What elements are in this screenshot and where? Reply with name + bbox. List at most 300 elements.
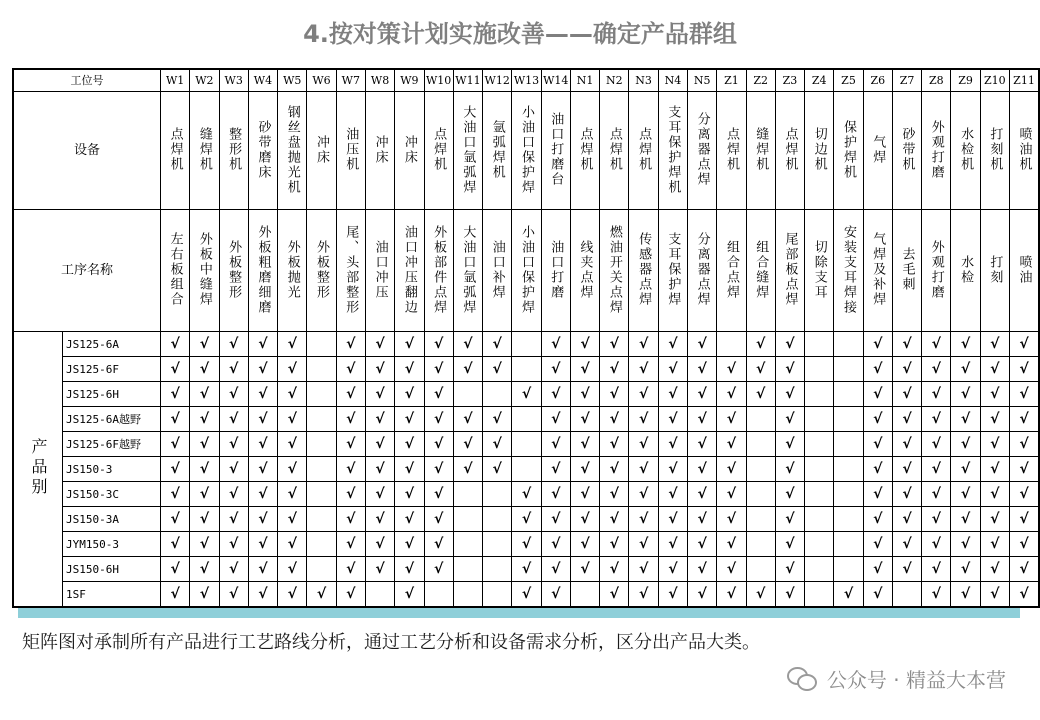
- check-cell: √: [248, 382, 277, 407]
- equipment-cell: [541, 92, 570, 210]
- process-header-label: 工序名称: [13, 210, 160, 332]
- check-cell: √: [512, 507, 541, 532]
- check-cell: √: [160, 357, 189, 382]
- check-cell: √: [688, 457, 717, 482]
- check-cell: √: [512, 557, 541, 582]
- check-cell: √: [863, 382, 892, 407]
- check-cell: √: [160, 582, 189, 608]
- check-cell: √: [395, 457, 424, 482]
- check-cell: √: [951, 457, 980, 482]
- check-cell: √: [541, 532, 570, 557]
- check-cell: √: [248, 407, 277, 432]
- station-code: W11: [453, 69, 482, 92]
- check-cell: √: [658, 557, 687, 582]
- equipment-cell: [570, 92, 599, 210]
- check-cell: √: [1009, 357, 1039, 382]
- check-cell: √: [1009, 407, 1039, 432]
- check-cell: √: [278, 532, 307, 557]
- check-cell: [834, 382, 863, 407]
- check-cell: [307, 457, 336, 482]
- equipment-cell: [629, 92, 658, 210]
- check-cell: √: [1009, 532, 1039, 557]
- check-cell: √: [951, 382, 980, 407]
- check-cell: [483, 557, 512, 582]
- check-cell: √: [336, 382, 365, 407]
- check-cell: [307, 357, 336, 382]
- check-cell: √: [775, 432, 804, 457]
- check-cell: √: [160, 557, 189, 582]
- process-name: 外板部件点焊: [431, 224, 447, 315]
- equipment-cell: [365, 92, 394, 210]
- check-cell: √: [278, 482, 307, 507]
- check-cell: √: [980, 457, 1009, 482]
- check-cell: √: [863, 507, 892, 532]
- process-cell: [951, 210, 980, 332]
- check-cell: √: [541, 382, 570, 407]
- check-cell: √: [658, 382, 687, 407]
- table-row: [13, 432, 1039, 457]
- check-cell: √: [775, 482, 804, 507]
- equipment-cell: [805, 92, 834, 210]
- check-cell: √: [278, 457, 307, 482]
- check-cell: √: [717, 432, 746, 457]
- check-cell: √: [190, 457, 219, 482]
- process-cell: [834, 210, 863, 332]
- check-cell: √: [775, 557, 804, 582]
- process-name: 支耳保护焊: [665, 232, 681, 307]
- check-cell: √: [863, 357, 892, 382]
- table-row: [13, 457, 1039, 482]
- check-cell: [512, 432, 541, 457]
- station-code: N4: [658, 69, 687, 92]
- process-name: 组合点焊: [723, 239, 739, 300]
- check-cell: √: [600, 382, 629, 407]
- check-cell: √: [775, 507, 804, 532]
- check-cell: √: [1009, 432, 1039, 457]
- check-cell: [805, 532, 834, 557]
- check-cell: √: [980, 557, 1009, 582]
- process-name: 线夹点焊: [577, 239, 593, 300]
- check-cell: √: [746, 582, 775, 608]
- check-cell: √: [278, 557, 307, 582]
- equipment-name: 氩弧焊机: [489, 119, 505, 180]
- equipment-name: 点焊机: [167, 127, 183, 172]
- check-cell: √: [629, 432, 658, 457]
- check-cell: √: [922, 332, 951, 357]
- check-cell: √: [424, 557, 453, 582]
- check-cell: √: [922, 582, 951, 608]
- check-cell: √: [658, 407, 687, 432]
- check-cell: √: [160, 532, 189, 557]
- process-name: 尾部板点焊: [782, 232, 798, 307]
- check-cell: √: [688, 382, 717, 407]
- product-name: JS125-6A: [63, 332, 161, 357]
- check-cell: √: [541, 457, 570, 482]
- check-cell: √: [190, 332, 219, 357]
- process-name: 分离器点焊: [694, 232, 710, 307]
- check-cell: [834, 432, 863, 457]
- process-cell: [688, 210, 717, 332]
- check-cell: [805, 557, 834, 582]
- check-cell: [805, 407, 834, 432]
- equipment-name: 整形机: [226, 127, 242, 172]
- check-cell: √: [629, 357, 658, 382]
- check-cell: √: [658, 332, 687, 357]
- check-cell: [746, 432, 775, 457]
- check-cell: √: [600, 557, 629, 582]
- check-cell: √: [658, 457, 687, 482]
- process-name: 传感器点焊: [636, 232, 652, 307]
- check-cell: √: [219, 432, 248, 457]
- check-cell: √: [922, 532, 951, 557]
- check-cell: √: [775, 407, 804, 432]
- check-cell: [453, 507, 482, 532]
- check-cell: √: [688, 507, 717, 532]
- check-cell: √: [336, 357, 365, 382]
- check-cell: √: [951, 582, 980, 608]
- check-cell: √: [922, 407, 951, 432]
- process-name: 气焊及补焊: [870, 232, 886, 307]
- check-cell: √: [570, 357, 599, 382]
- check-cell: √: [365, 532, 394, 557]
- check-cell: [805, 357, 834, 382]
- check-cell: √: [541, 582, 570, 608]
- check-cell: √: [570, 557, 599, 582]
- check-cell: √: [922, 357, 951, 382]
- check-cell: [834, 557, 863, 582]
- process-cell: [365, 210, 394, 332]
- check-cell: √: [541, 332, 570, 357]
- check-cell: [307, 532, 336, 557]
- check-cell: √: [160, 332, 189, 357]
- station-code: N5: [688, 69, 717, 92]
- equipment-cell: [688, 92, 717, 210]
- product-name: JS125-6F: [63, 357, 161, 382]
- equipment-name: 外观打磨: [928, 119, 944, 180]
- process-name: 油口冲压翻边: [401, 224, 417, 315]
- check-cell: √: [248, 482, 277, 507]
- table-row: [13, 557, 1039, 582]
- check-cell: √: [395, 482, 424, 507]
- equipment-name: 支耳保护焊机: [665, 104, 681, 195]
- process-cell: [512, 210, 541, 332]
- check-cell: √: [336, 332, 365, 357]
- check-cell: [892, 582, 921, 608]
- equipment-name: 钢丝盘抛光机: [284, 104, 300, 195]
- check-cell: √: [336, 432, 365, 457]
- equipment-name: 分离器点焊: [694, 112, 710, 187]
- check-cell: √: [863, 532, 892, 557]
- table-row: [13, 582, 1039, 608]
- process-name: 外板整形: [314, 239, 330, 300]
- process-cell: [278, 210, 307, 332]
- equipment-cell: [512, 92, 541, 210]
- check-cell: √: [892, 557, 921, 582]
- station-code: Z11: [1009, 69, 1039, 92]
- station-code: Z9: [951, 69, 980, 92]
- equipment-cell: [395, 92, 424, 210]
- check-cell: √: [980, 357, 1009, 382]
- check-cell: √: [951, 532, 980, 557]
- check-cell: √: [278, 357, 307, 382]
- check-cell: √: [160, 407, 189, 432]
- check-cell: √: [365, 557, 394, 582]
- process-cell: [775, 210, 804, 332]
- check-cell: √: [190, 357, 219, 382]
- check-cell: [746, 457, 775, 482]
- check-cell: √: [922, 432, 951, 457]
- table-row: [13, 507, 1039, 532]
- equipment-name: 切边机: [811, 127, 827, 172]
- product-name: JS125-6H: [63, 382, 161, 407]
- check-cell: [483, 382, 512, 407]
- station-code: Z10: [980, 69, 1009, 92]
- equipment-name: 大油口氩弧焊: [460, 104, 476, 195]
- check-cell: √: [395, 507, 424, 532]
- station-code: W3: [219, 69, 248, 92]
- check-cell: [453, 532, 482, 557]
- process-matrix-table: [12, 68, 1040, 608]
- station-code: W6: [307, 69, 336, 92]
- process-cell: [307, 210, 336, 332]
- check-cell: √: [160, 382, 189, 407]
- equipment-name: 保护焊机: [841, 119, 856, 180]
- check-cell: [307, 407, 336, 432]
- check-cell: [834, 332, 863, 357]
- check-cell: [307, 432, 336, 457]
- check-cell: √: [629, 582, 658, 608]
- table-row: [13, 382, 1039, 407]
- process-cell: [600, 210, 629, 332]
- check-cell: √: [922, 482, 951, 507]
- equipment-name: 点焊机: [723, 127, 739, 172]
- station-code: W8: [365, 69, 394, 92]
- check-cell: √: [570, 507, 599, 532]
- check-cell: √: [688, 332, 717, 357]
- check-cell: √: [1009, 557, 1039, 582]
- check-cell: [483, 507, 512, 532]
- check-cell: [834, 457, 863, 482]
- check-cell: √: [717, 457, 746, 482]
- table-row: [13, 332, 1039, 357]
- check-cell: √: [190, 382, 219, 407]
- process-cell: [160, 210, 189, 332]
- equipment-name: 冲床: [372, 134, 388, 165]
- check-cell: √: [746, 382, 775, 407]
- equipment-cell: [600, 92, 629, 210]
- product-group-text: 产品别: [29, 437, 48, 498]
- equipment-cell: [160, 92, 189, 210]
- check-cell: √: [717, 582, 746, 608]
- check-cell: √: [336, 532, 365, 557]
- check-cell: √: [1009, 457, 1039, 482]
- process-name: 喷油: [1016, 254, 1032, 285]
- check-cell: √: [483, 332, 512, 357]
- check-cell: √: [395, 582, 424, 608]
- check-cell: √: [980, 432, 1009, 457]
- check-cell: √: [278, 332, 307, 357]
- process-name: 小油口保护焊: [518, 224, 534, 315]
- check-cell: √: [424, 382, 453, 407]
- check-cell: √: [951, 432, 980, 457]
- check-cell: √: [190, 432, 219, 457]
- process-cell: [658, 210, 687, 332]
- check-cell: √: [658, 532, 687, 557]
- equipment-name: 点焊机: [577, 127, 593, 172]
- station-row: [13, 69, 1039, 92]
- check-cell: √: [775, 532, 804, 557]
- check-cell: √: [717, 557, 746, 582]
- check-cell: √: [746, 332, 775, 357]
- process-cell: [248, 210, 277, 332]
- check-cell: √: [717, 382, 746, 407]
- check-cell: √: [248, 557, 277, 582]
- process-name: 切除支耳: [811, 239, 827, 300]
- check-cell: √: [278, 382, 307, 407]
- check-cell: √: [980, 582, 1009, 608]
- check-cell: [453, 382, 482, 407]
- process-cell: [570, 210, 599, 332]
- product-name: 1SF: [63, 582, 161, 608]
- process-name: 安装支耳焊接: [841, 224, 856, 315]
- check-cell: √: [951, 332, 980, 357]
- check-cell: √: [863, 482, 892, 507]
- check-cell: √: [951, 507, 980, 532]
- equipment-cell: [336, 92, 365, 210]
- check-cell: √: [365, 507, 394, 532]
- check-cell: √: [541, 482, 570, 507]
- equipment-cell: [863, 92, 892, 210]
- station-code: W13: [512, 69, 541, 92]
- equipment-name: 缝焊机: [753, 127, 769, 172]
- equipment-name: 水检机: [958, 127, 974, 172]
- equipment-cell: [951, 92, 980, 210]
- process-name: 大油口氩弧焊: [460, 224, 476, 315]
- process-cell: [863, 210, 892, 332]
- check-cell: √: [1009, 482, 1039, 507]
- check-cell: [717, 332, 746, 357]
- check-cell: √: [688, 582, 717, 608]
- check-cell: √: [600, 482, 629, 507]
- process-cell: [453, 210, 482, 332]
- station-code: Z3: [775, 69, 804, 92]
- check-cell: [570, 582, 599, 608]
- process-name: 油口冲压: [372, 239, 388, 300]
- check-cell: √: [160, 457, 189, 482]
- process-name: 外板整形: [226, 239, 242, 300]
- equipment-cell: [190, 92, 219, 210]
- watermark-text: 公众号 · 精益大本营: [826, 668, 1006, 692]
- check-cell: √: [600, 582, 629, 608]
- check-cell: √: [600, 457, 629, 482]
- station-code: W1: [160, 69, 189, 92]
- check-cell: √: [717, 532, 746, 557]
- equipment-name: 砂带机: [899, 127, 915, 172]
- equipment-name: 冲床: [314, 134, 330, 165]
- check-cell: [307, 382, 336, 407]
- check-cell: √: [336, 582, 365, 608]
- equipment-name: 油压机: [343, 127, 359, 172]
- equipment-cell: [717, 92, 746, 210]
- check-cell: [307, 482, 336, 507]
- process-cell: [746, 210, 775, 332]
- process-cell: [629, 210, 658, 332]
- check-cell: √: [483, 357, 512, 382]
- equipment-cell: [278, 92, 307, 210]
- station-code: Z6: [863, 69, 892, 92]
- check-cell: [746, 532, 775, 557]
- check-cell: √: [600, 532, 629, 557]
- check-cell: √: [775, 357, 804, 382]
- check-cell: √: [541, 407, 570, 432]
- check-cell: √: [424, 432, 453, 457]
- caption-text: 矩阵图对承制所有产品进行工艺路线分析，通过工艺分析和设备需求分析，区分出产品大类。: [22, 632, 760, 653]
- check-cell: √: [219, 357, 248, 382]
- check-cell: √: [278, 507, 307, 532]
- check-cell: [512, 457, 541, 482]
- check-cell: √: [688, 357, 717, 382]
- check-cell: √: [160, 507, 189, 532]
- check-cell: √: [453, 407, 482, 432]
- check-cell: √: [248, 332, 277, 357]
- equipment-cell: [834, 92, 863, 210]
- check-cell: [483, 532, 512, 557]
- check-cell: [805, 582, 834, 608]
- check-cell: √: [219, 557, 248, 582]
- check-cell: [805, 507, 834, 532]
- check-cell: [834, 482, 863, 507]
- check-cell: [365, 582, 394, 608]
- check-cell: √: [219, 407, 248, 432]
- equipment-name: 喷油机: [1016, 127, 1032, 172]
- check-cell: √: [541, 432, 570, 457]
- check-cell: √: [892, 532, 921, 557]
- station-code: W10: [424, 69, 453, 92]
- check-cell: √: [483, 432, 512, 457]
- check-cell: √: [746, 357, 775, 382]
- check-cell: √: [688, 557, 717, 582]
- check-cell: [805, 457, 834, 482]
- station-header-label: 工位号: [13, 69, 160, 92]
- equipment-cell: [892, 92, 921, 210]
- process-name: 外板中缝焊: [196, 232, 212, 307]
- check-cell: √: [190, 532, 219, 557]
- check-cell: √: [278, 432, 307, 457]
- equipment-name: 点焊机: [636, 127, 652, 172]
- check-cell: √: [395, 357, 424, 382]
- check-cell: √: [248, 357, 277, 382]
- check-cell: √: [600, 432, 629, 457]
- process-cell: [805, 210, 834, 332]
- process-cell: [395, 210, 424, 332]
- check-cell: √: [688, 532, 717, 557]
- station-code: Z7: [892, 69, 921, 92]
- check-cell: [746, 507, 775, 532]
- check-cell: √: [395, 332, 424, 357]
- check-cell: √: [775, 382, 804, 407]
- check-cell: √: [395, 407, 424, 432]
- table-row: [13, 482, 1039, 507]
- check-cell: √: [424, 332, 453, 357]
- check-cell: √: [892, 482, 921, 507]
- check-cell: √: [248, 432, 277, 457]
- check-cell: [834, 357, 863, 382]
- product-name: JS125-6F越野: [63, 432, 161, 457]
- check-cell: √: [863, 332, 892, 357]
- station-code: W4: [248, 69, 277, 92]
- check-cell: [805, 382, 834, 407]
- check-cell: √: [717, 482, 746, 507]
